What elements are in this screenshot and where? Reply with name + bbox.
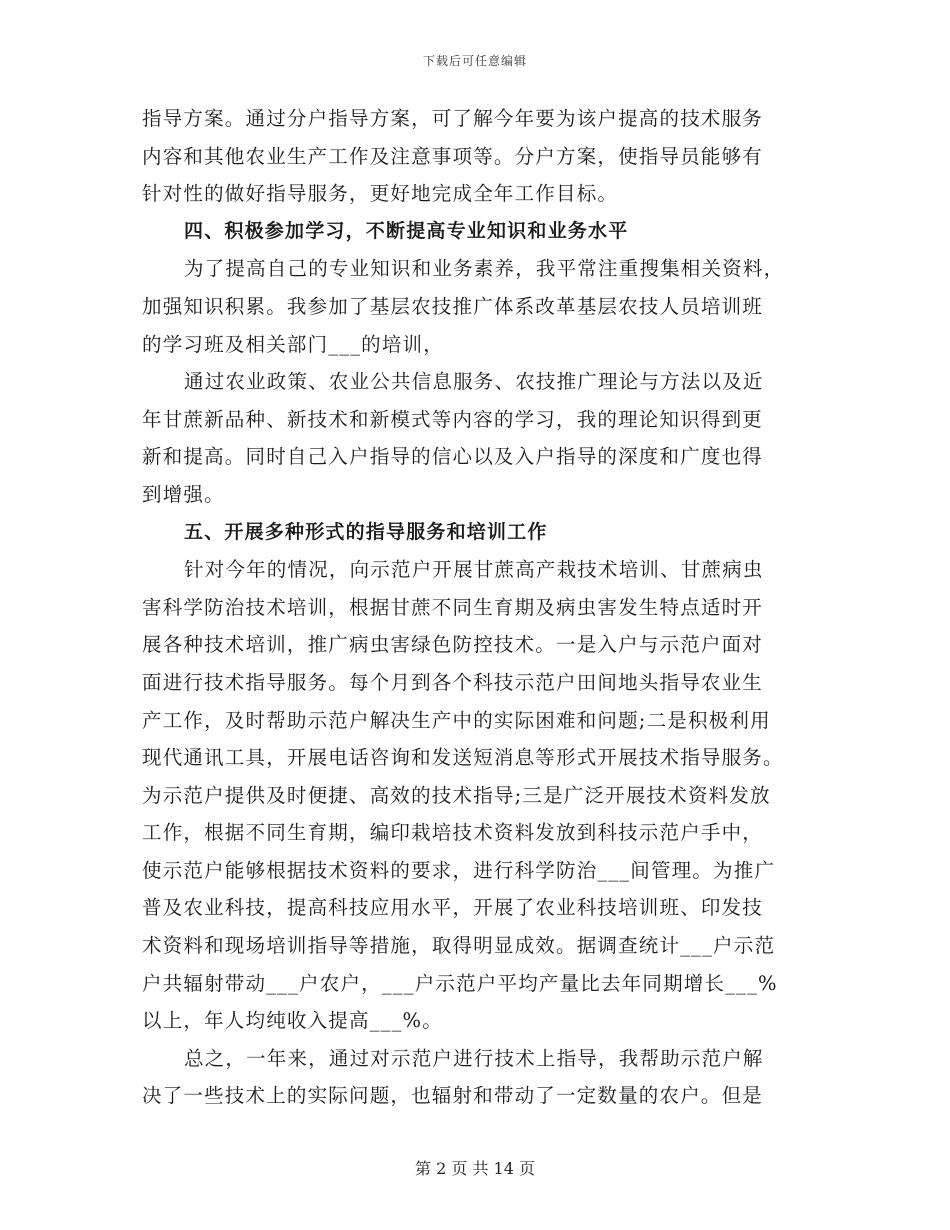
text-line: 户共辐射带动___户农户，___户示范户平均产量比去年同期增长___%	[142, 971, 778, 995]
page-header: 下载后可任意编辑	[422, 54, 527, 68]
text-line: 总之，一年来，通过对示范户进行技术上指导，我帮助示范户解	[184, 1046, 764, 1070]
text-line: 普及农业科技，提高科技应用水平，开展了农业科技培训班、印发技	[142, 896, 764, 920]
text-line: 通过农业政策、农业公共信息服务、农技推广理论与方法以及近	[184, 370, 764, 394]
text-line: 指导方案。通过分户指导方案，可了解今年要为该户提高的技术服务	[142, 107, 764, 130]
text-line: 使示范户能够根据技术资料的要求，进行科学防治___间管理。为推广	[142, 858, 776, 882]
section-heading: 四、积极参加学习，不断提高专业知识和业务水平	[184, 219, 629, 242]
text-line: 以上，年人均纯收入提高___%。	[142, 1009, 443, 1033]
section-heading: 五、开展多种形式的指导服务和培训工作	[184, 520, 548, 543]
text-line: 内容和其他农业生产工作及注意事项等。分户方案，使指导员能够有	[142, 144, 764, 168]
document-body	[142, 100, 806, 1115]
text-line: 术资料和现场培训指导等措施，取得明显成效。据调查统计___户示范	[142, 934, 776, 958]
text-line: 产工作，及时帮助示范户解决生产中的实际困难和问题;二是积极利用	[142, 708, 771, 732]
text-line: 现代通讯工具，开展电话咨询和发送短消息等形式开展技术指导服务。	[142, 746, 784, 770]
page-footer: 第 2 页 共 14 页	[415, 1159, 535, 1178]
text-line: 为示范户提供及时便捷、高效的技术指导;三是广泛开展技术资料发放	[142, 783, 771, 807]
text-line: 新和提高。同时自己入户指导的信心以及入户指导的深度和广度也得	[142, 445, 764, 469]
text-line: 决了一些技术上的实际问题，也辐射和带动了一定数量的农户。但是	[142, 1084, 764, 1108]
text-line: 的学习班及相关部门___的培训，	[142, 332, 444, 356]
text-line: 展各种技术培训，推广病虫害绿色防控技术。一是入户与示范户面对	[142, 633, 764, 657]
text-line: 面进行技术指导服务。每个月到各个科技示范户田间地头指导农业生	[142, 670, 764, 694]
text-line: 害科学防治技术培训，根据甘蔗不同生育期及病虫害发生特点适时开	[142, 595, 764, 619]
text-line: 为了提高自己的专业知识和业务素养，我平常注重搜集相关资料，	[184, 257, 785, 281]
text-line: 针对今年的情况，向示范户开展甘蔗高产栽技术培训、甘蔗病虫	[184, 558, 764, 582]
text-line: 年甘蔗新品种、新技术和新模式等内容的学习，我的理论知识得到更	[142, 407, 764, 431]
text-line: 针对性的做好指导服务，更好地完成全年工作目标。	[142, 182, 619, 206]
text-line: 工作，根据不同生育期，编印栽培技术资料发放到科技示范户手中，	[142, 821, 764, 845]
text-line: 到增强。	[142, 482, 225, 506]
text-line: 加强知识积累。我参加了基层农技推广体系改革基层农技人员培训班	[142, 294, 764, 318]
